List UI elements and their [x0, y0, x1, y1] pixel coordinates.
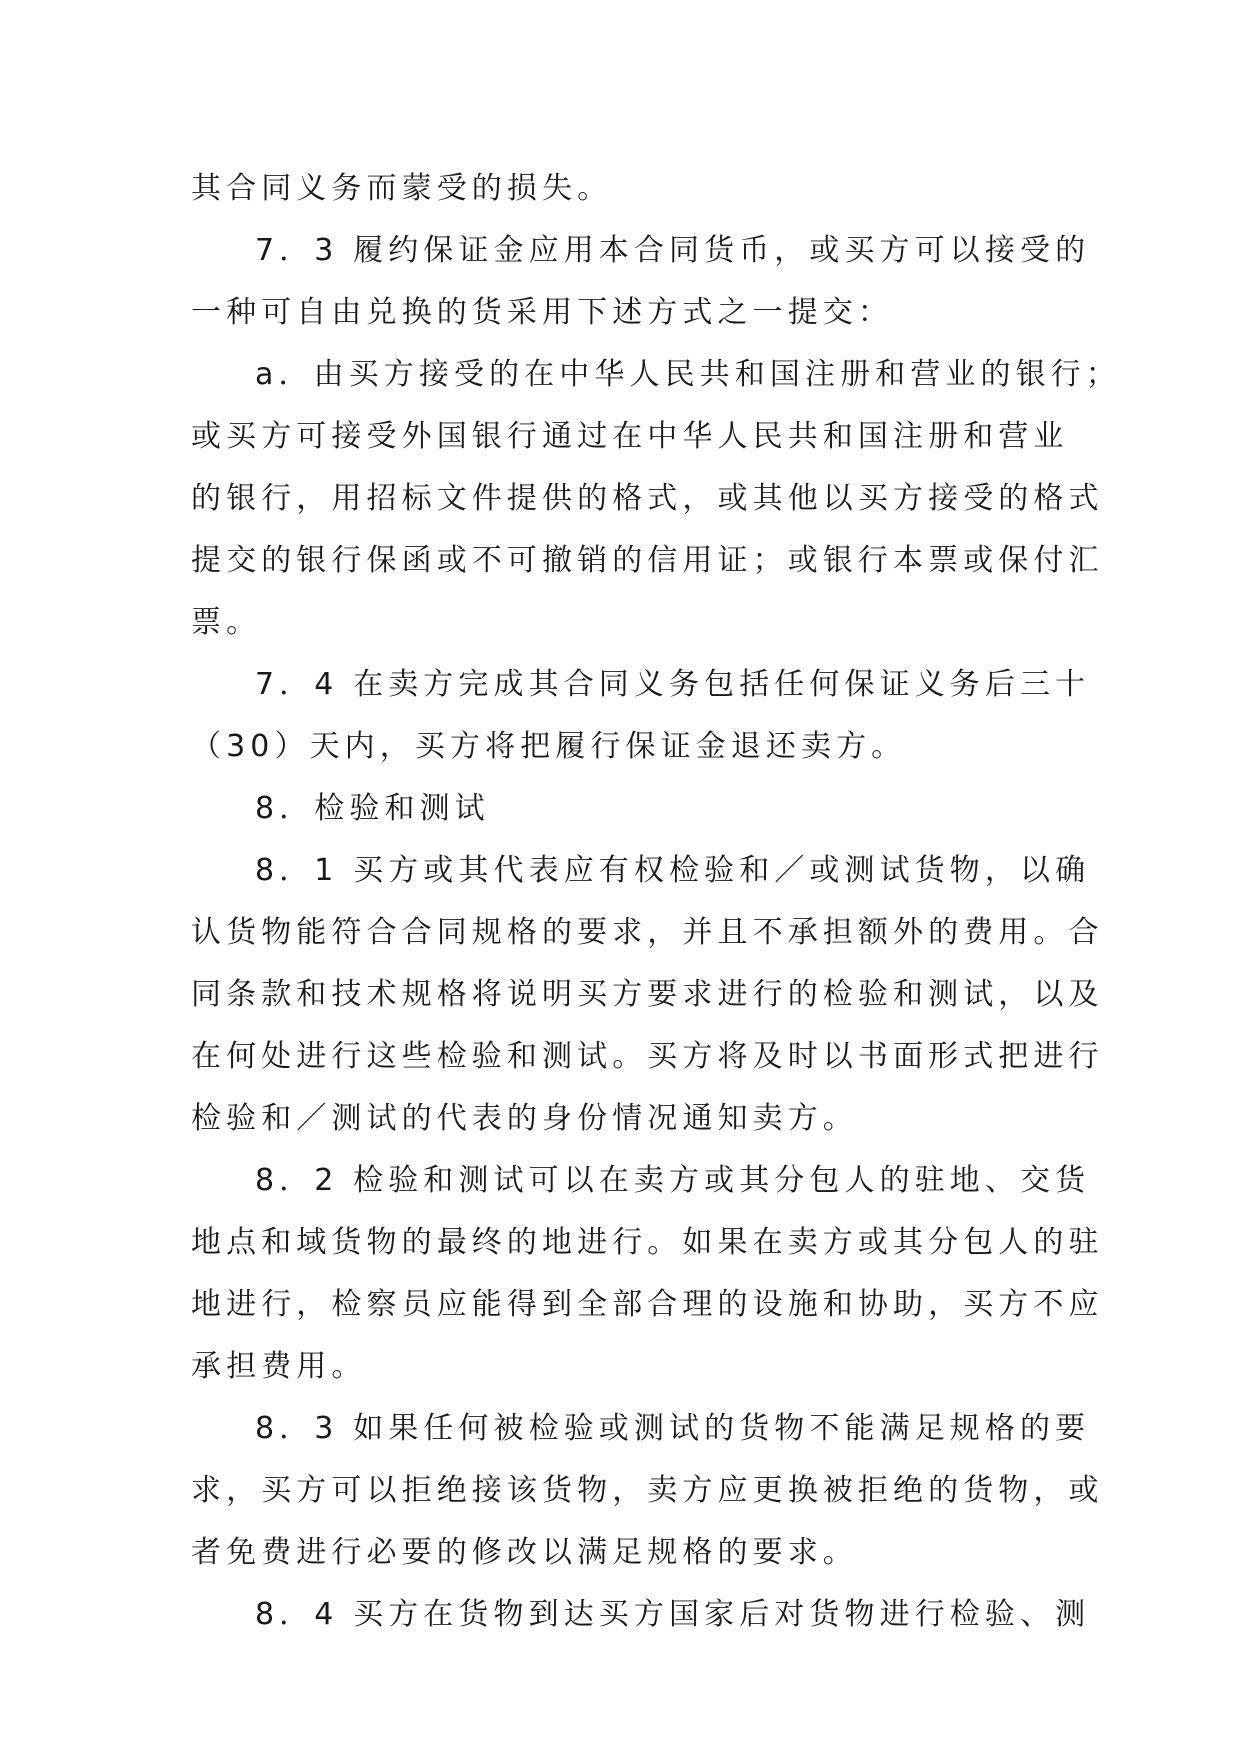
- document-line: （30）天内，买方将把履行保证金退还卖方。: [191, 729, 907, 764]
- document-line: 8．检验和测试: [255, 791, 490, 826]
- document-line: 8．4 买方在货物到达买方国家后对货物进行检验、测: [255, 1597, 1091, 1632]
- document-line: 8．3 如果任何被检验或测试的货物不能满足规格的要: [255, 1411, 1091, 1446]
- document-line: 或买方可接受外国银行通过在中华人民共和国注册和营业: [191, 419, 1069, 454]
- document-line: a．由买方接受的在中华人民共和国注册和营业的银行；: [255, 357, 1121, 392]
- document-line: 在何处进行这些检验和测试。买方将及时以书面形式把进行: [191, 1039, 1104, 1074]
- document-line: 8．2 检验和测试可以在卖方或其分包人的驻地、交货: [255, 1163, 1091, 1198]
- document-line: 地进行，检察员应能得到全部合理的设施和协助，买方不应: [191, 1287, 1104, 1322]
- document-body: [191, 158, 1121, 1646]
- document-line: 检验和／测试的代表的身份情况通知卖方。: [191, 1101, 858, 1136]
- document-line: 同条款和技术规格将说明买方要求进行的检验和测试，以及: [191, 977, 1104, 1012]
- document-line: 者免费进行必要的修改以满足规格的要求。: [191, 1535, 858, 1570]
- document-line: 求，买方可以拒绝接该货物，卖方应更换被拒绝的货物，或: [191, 1473, 1104, 1508]
- document-line: 承担费用。: [191, 1349, 367, 1384]
- document-line: 其合同义务而蒙受的损失。: [191, 171, 613, 206]
- document-line: 的银行，用招标文件提供的格式，或其他以买方接受的格式: [191, 481, 1104, 516]
- document-line: 地点和域货物的最终的地进行。如果在卖方或其分包人的驻: [191, 1225, 1104, 1260]
- document-line: 7．3 履约保证金应用本合同货币，或买方可以接受的: [255, 233, 1091, 268]
- document-line: 7．4 在卖方完成其合同义务包括任何保证义务后三十: [255, 667, 1091, 702]
- document-line: 票。: [191, 605, 262, 640]
- document-line: 8．1 买方或其代表应有权检验和／或测试货物，以确: [255, 853, 1091, 888]
- document-line: 认货物能符合合同规格的要求，并且不承担额外的费用。合: [191, 915, 1104, 950]
- document-line: 一种可自由兑换的货采用下述方式之一提交：: [191, 295, 893, 330]
- document-line: 提交的银行保函或不可撤销的信用证；或银行本票或保付汇: [191, 543, 1104, 578]
